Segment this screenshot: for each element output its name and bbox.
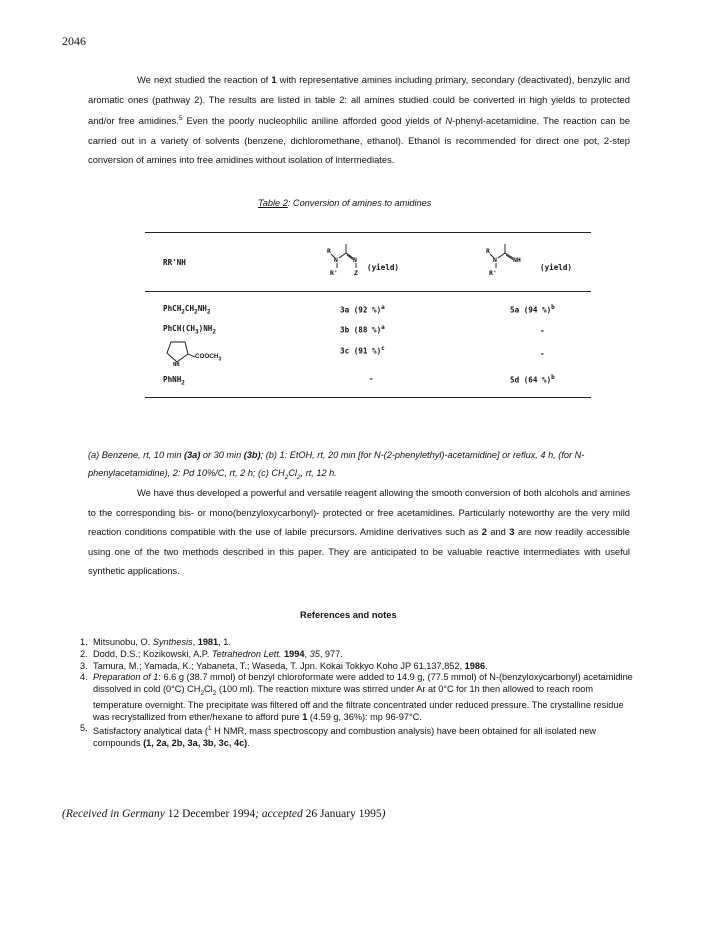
reference-text-2: (100 ml). The reaction mixture was stirred under Ar at 0°C for 1h then allowed to reach room temperature overnight. The precipitate was filtered off and the filtrate concentrated under reduced pressure. The crystalline residue was recrystallized from ether/hexane to afford pure bbox=[93, 684, 624, 722]
intro-text-2: with representative amines including primary, secondary (deactivated), benzylic and aromatic ones (pathway 2). The results are listed in table 2: all amines studied could be converted in high yields to protected and/or free amidines. bbox=[88, 74, 630, 127]
proline-ester-label bbox=[195, 353, 221, 362]
reference-compound: 1 bbox=[302, 711, 308, 722]
row3-protected-yield-note: c bbox=[381, 345, 385, 352]
row4-protected-yield: - bbox=[369, 374, 374, 383]
reference-number: 4. bbox=[80, 672, 88, 683]
reference-sub: 2 bbox=[212, 690, 217, 698]
row4-free-yield-note: b bbox=[551, 374, 555, 381]
reference-text-3: (4.59 g, 36%): mp 96-97°C. bbox=[307, 711, 422, 722]
row4-free-yield-value: 5d (64 %) bbox=[510, 375, 552, 385]
reference-pages: , 977. bbox=[319, 648, 343, 659]
table-caption bbox=[258, 198, 431, 208]
struct-b-nh: NH bbox=[513, 256, 521, 264]
footnote-compound-3a: (3a) bbox=[184, 450, 201, 460]
intro-ref-5: 5 bbox=[178, 115, 183, 122]
references-heading: References and notes bbox=[300, 610, 397, 620]
free-amidine-structure bbox=[483, 240, 535, 282]
reference-item bbox=[80, 661, 640, 673]
reference-sub: 2 bbox=[200, 690, 204, 698]
row1-amine bbox=[163, 304, 210, 316]
accepted-date: 26 January 1995 bbox=[305, 808, 382, 820]
footnote-sub: 2 bbox=[296, 473, 301, 481]
received-text-a: (Received in Germany bbox=[62, 808, 168, 820]
table-caption-colon: : bbox=[287, 198, 291, 208]
row4-free-yield bbox=[510, 374, 555, 385]
table-header-rule bbox=[145, 291, 591, 292]
row3-protected-yield-value: 3c (91 %) bbox=[340, 346, 382, 356]
row4-amine bbox=[163, 375, 185, 387]
table-bottom-rule bbox=[145, 397, 591, 398]
row2-amine-sub: 2 bbox=[212, 328, 216, 336]
row2-amine bbox=[163, 324, 216, 336]
row1-protected-yield-value: 3a (92 %) bbox=[340, 305, 382, 315]
footnote-text-mid: or 30 min bbox=[200, 450, 244, 460]
reference-volume: 35 bbox=[309, 648, 320, 659]
conclusion-text-1: We have thus developed a powerful and versatile reagent allowing the smooth conversion of both alcohols and amines to the corresponding bis- or mono(benzyloxycarbonyl)- protected or free acetamidines. Particularly noteworthy are the very mild reaction conditions compatible with the use of labile precursors. Amidine derivatives such as bbox=[88, 487, 630, 537]
struct-a-n2: N bbox=[353, 256, 357, 264]
reference-sep: , bbox=[304, 648, 310, 659]
received-date: 12 December 1994 bbox=[167, 808, 256, 820]
row2-amine-part: PhCH(CH bbox=[163, 324, 196, 333]
reference-number: 2. bbox=[80, 648, 88, 659]
reference-item bbox=[80, 723, 640, 750]
table-caption-text: Conversion of amines to amidines bbox=[290, 198, 432, 208]
received-text-c: ) bbox=[381, 808, 386, 820]
footnote-compound-3b: (3b) bbox=[243, 450, 261, 460]
struct-a-rprime: R' bbox=[330, 269, 338, 277]
footnote-text-b: ; (b) 1: EtOH, rt, 20 min [for N-(2-phenylethyl)-acetamidine] or reflux, 4 h, (for N-phenylacetamidine), 2: Pd 10%/C, rt, 2 h; (c) CH bbox=[88, 450, 585, 478]
footnote-sub: 2 bbox=[284, 473, 289, 481]
row2-amine-part: )NH bbox=[198, 324, 213, 333]
table-top-rule bbox=[145, 232, 591, 233]
table-footnote bbox=[88, 447, 628, 486]
reference-end: . bbox=[247, 738, 250, 749]
reference-authors: Tamura, M.; Yamada, K.; Yabaneta, T.; Waseda, T. Jpn. Kokai Tokkyo Koho JP 61,137,852, bbox=[93, 660, 465, 671]
conclusion-compound-2: 2 bbox=[481, 526, 487, 537]
struct-a-z: Z bbox=[354, 269, 358, 277]
reference-text-2: H NMR, mass spectroscopy and combustion analysis) have been obtained for all isolated new compounds bbox=[93, 726, 597, 749]
intro-text-3: Even the poorly nucleophilic aniline afforded good yields of bbox=[182, 115, 446, 127]
row1-amine-sub: 2 bbox=[206, 308, 211, 316]
intro-italic-n: N bbox=[445, 115, 453, 127]
intro-text-4: -phenyl-acetamidine. The reaction can be carried out in a variety of solvents (benzene, dichloromethane, ethanol). Ethanol is recommended for direct one pot, 2-step conversion of amines into free amidines without isolation of intermediates. bbox=[88, 115, 631, 166]
intro-paragraph bbox=[88, 70, 630, 170]
row2-protected-yield-note: a bbox=[381, 324, 385, 331]
footnote-text-cl: Cl bbox=[288, 467, 297, 478]
reference-sup: 1 bbox=[207, 725, 212, 733]
row2-protected-yield-value: 3b (88 %) bbox=[340, 325, 382, 335]
row4-amine-sub: 2 bbox=[181, 379, 185, 387]
row1-amine-sub: 2 bbox=[181, 308, 185, 316]
proline-ester-structure bbox=[164, 338, 226, 370]
row1-free-yield bbox=[510, 304, 555, 315]
reference-journal: Tetrahedron Lett. bbox=[211, 648, 282, 659]
reference-authors: Dodd, D.S.; Kozikowski, A.P. bbox=[93, 648, 212, 659]
row1-amine-part: PhCH bbox=[163, 304, 182, 313]
table-caption-label: Table 2 bbox=[258, 198, 288, 208]
struct-b-n: N bbox=[493, 256, 497, 264]
reference-number: 1. bbox=[80, 637, 88, 647]
references-list bbox=[80, 637, 640, 750]
row1-amine-part: NH bbox=[197, 304, 207, 313]
footnote-text-end: , rt, 12 h. bbox=[300, 467, 337, 478]
reference-year: 1986 bbox=[464, 660, 486, 671]
conclusion-text-2: and bbox=[486, 526, 510, 537]
row1-amine-part: CH bbox=[184, 304, 195, 313]
reference-item bbox=[80, 672, 640, 723]
reference-title: Preparation of 1 bbox=[93, 672, 159, 683]
reference-compounds: (1, 2a, 2b, 3a, 3b, 3c, 4c) bbox=[143, 738, 248, 749]
struct-a-r: R bbox=[327, 247, 331, 255]
reference-text-cl: Cl bbox=[203, 684, 213, 695]
received-text-b: ; accepted bbox=[255, 808, 306, 820]
protected-amidine-structure bbox=[325, 240, 375, 282]
reference-authors: Mitsunobu, O. bbox=[93, 637, 153, 647]
received-line bbox=[62, 808, 386, 820]
row1-free-yield-note: b bbox=[551, 304, 555, 311]
row2-protected-yield bbox=[340, 324, 385, 335]
row1-free-yield-value: 5a (94 %) bbox=[510, 305, 552, 315]
reference-year: 1994 bbox=[284, 648, 305, 659]
row1-amine-sub: 2 bbox=[194, 308, 198, 316]
proline-nh: NH bbox=[173, 362, 180, 368]
conclusion-text-3: are now readily accessible using one of the two methods described in this paper. They are anticipated to be valuable reactive intermediates with useful synthetic applications. bbox=[88, 526, 630, 576]
proline-ester-text: COOCH bbox=[195, 353, 219, 360]
intro-compound-1: 1 bbox=[271, 74, 277, 85]
page-number: 2046 bbox=[62, 34, 86, 48]
row3-free-yield: - bbox=[540, 349, 545, 358]
reference-end: . bbox=[485, 660, 488, 671]
row2-free-yield: - bbox=[540, 326, 545, 335]
reference-journal: Synthesis bbox=[152, 637, 193, 647]
row3-protected-yield bbox=[340, 345, 385, 356]
intro-text-1: We next studied the reaction of bbox=[137, 74, 272, 85]
reference-number: 5. bbox=[80, 723, 88, 734]
col-header-free-yield: (yield) bbox=[540, 263, 573, 272]
col-header-amine: RR'NH bbox=[163, 258, 186, 267]
reference-item bbox=[80, 649, 640, 661]
struct-b-r: R bbox=[486, 247, 490, 255]
reference-year: 1981 bbox=[197, 637, 219, 647]
row2-amine-sub: 3 bbox=[195, 328, 199, 336]
reference-text: : 6.6 g (38.7 mmol) of benzyl chloroformate were added to 14.9 g, (77.5 mmol) of N-(benzyloxycarbonyl) acetamidine dissolved in cold (0°C) CH bbox=[93, 672, 633, 695]
row1-protected-yield-note: a bbox=[381, 304, 385, 311]
reference-pages: , 1. bbox=[218, 637, 231, 647]
reference-number: 3. bbox=[80, 660, 88, 671]
proline-ester-sub: 3 bbox=[218, 356, 222, 363]
reference-text: Satisfactory analytical data ( bbox=[93, 726, 208, 737]
reference-item: 1. Mitsunobu, O. Synthesis, 1981, 1. bbox=[80, 637, 231, 647]
struct-b-rprime: R' bbox=[489, 269, 497, 277]
struct-a-n1: N bbox=[334, 256, 338, 264]
col-header-protected-yield: (yield) bbox=[367, 263, 400, 272]
row1-protected-yield bbox=[340, 304, 385, 315]
conclusion-paragraph bbox=[88, 483, 630, 581]
footnote-text-a: (a) Benzene, rt, 10 min bbox=[88, 450, 185, 460]
row4-amine-part: PhNH bbox=[163, 375, 182, 384]
conclusion-compound-3: 3 bbox=[509, 526, 515, 537]
